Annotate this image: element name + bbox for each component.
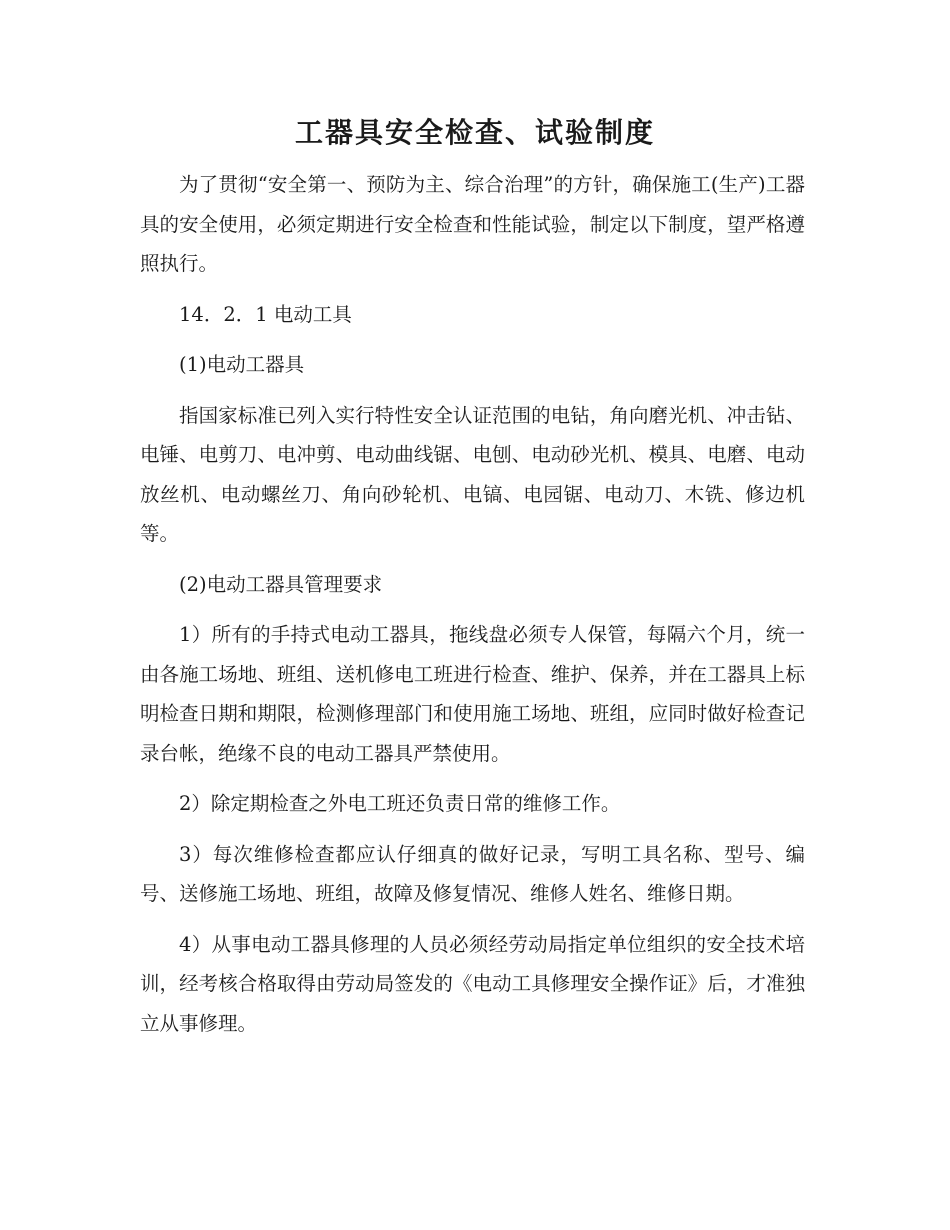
subsection-heading-2: (2)电动工器具管理要求 xyxy=(179,572,383,596)
section-heading: 14．2．1 电动工具 xyxy=(179,302,352,326)
subsection-1-paragraph: 指国家标准已列入实行特性安全认证范围的电钻，角向磨光机、冲击钻、电锤、电剪刀、电冲剪、电动曲线锯、电刨、电动砂光机、模具、电磨、电动放丝机、电动螺丝刀、角向砂轮机、电镐、电园锯、电动刀、木铣、修边机等。 xyxy=(140,403,805,545)
document-title: 工器具安全检查、试验制度 xyxy=(294,116,655,149)
subsection-heading-1: (1)电动工器具 xyxy=(179,353,305,376)
requirement-item-4: 4）从事电动工器具修理的人员必须经劳动局指定单位组织的安全技术培训，经考核合格取得由劳动局签发的《电动工具修理安全操作证》后，才准独立从事修理。 xyxy=(140,932,805,1035)
requirement-item-3: 3）每次维修检查都应认仔细真的做好记录，写明工具名称、型号、编号、送修施工场地、班组，故障及修复情况、维修人姓名、维修日期。 xyxy=(140,842,805,905)
document-body xyxy=(140,165,805,1043)
requirement-item-2: 2）除定期检查之外电工班还负责日常的维修工作。 xyxy=(179,792,621,815)
intro-paragraph: 为了贯彻“安全第一、预防为主、综合治理”的方针，确保施工(生产)工器具的安全使用，必须定期进行安全检查和性能试验，制定以下制度，望严格遵照执行。 xyxy=(140,173,805,275)
requirement-item-1: 1）所有的手持式电动工器具，拖线盘必须专人保管，每隔六个月，统一由各施工场地、班组、送机修电工班进行检查、维护、保养，并在工器具上标明检查日期和期限，检测修理部门和使用施工场地、班组，应同时做好检查记录台帐，绝缘不良的电动工器具严禁使用。 xyxy=(140,623,805,765)
